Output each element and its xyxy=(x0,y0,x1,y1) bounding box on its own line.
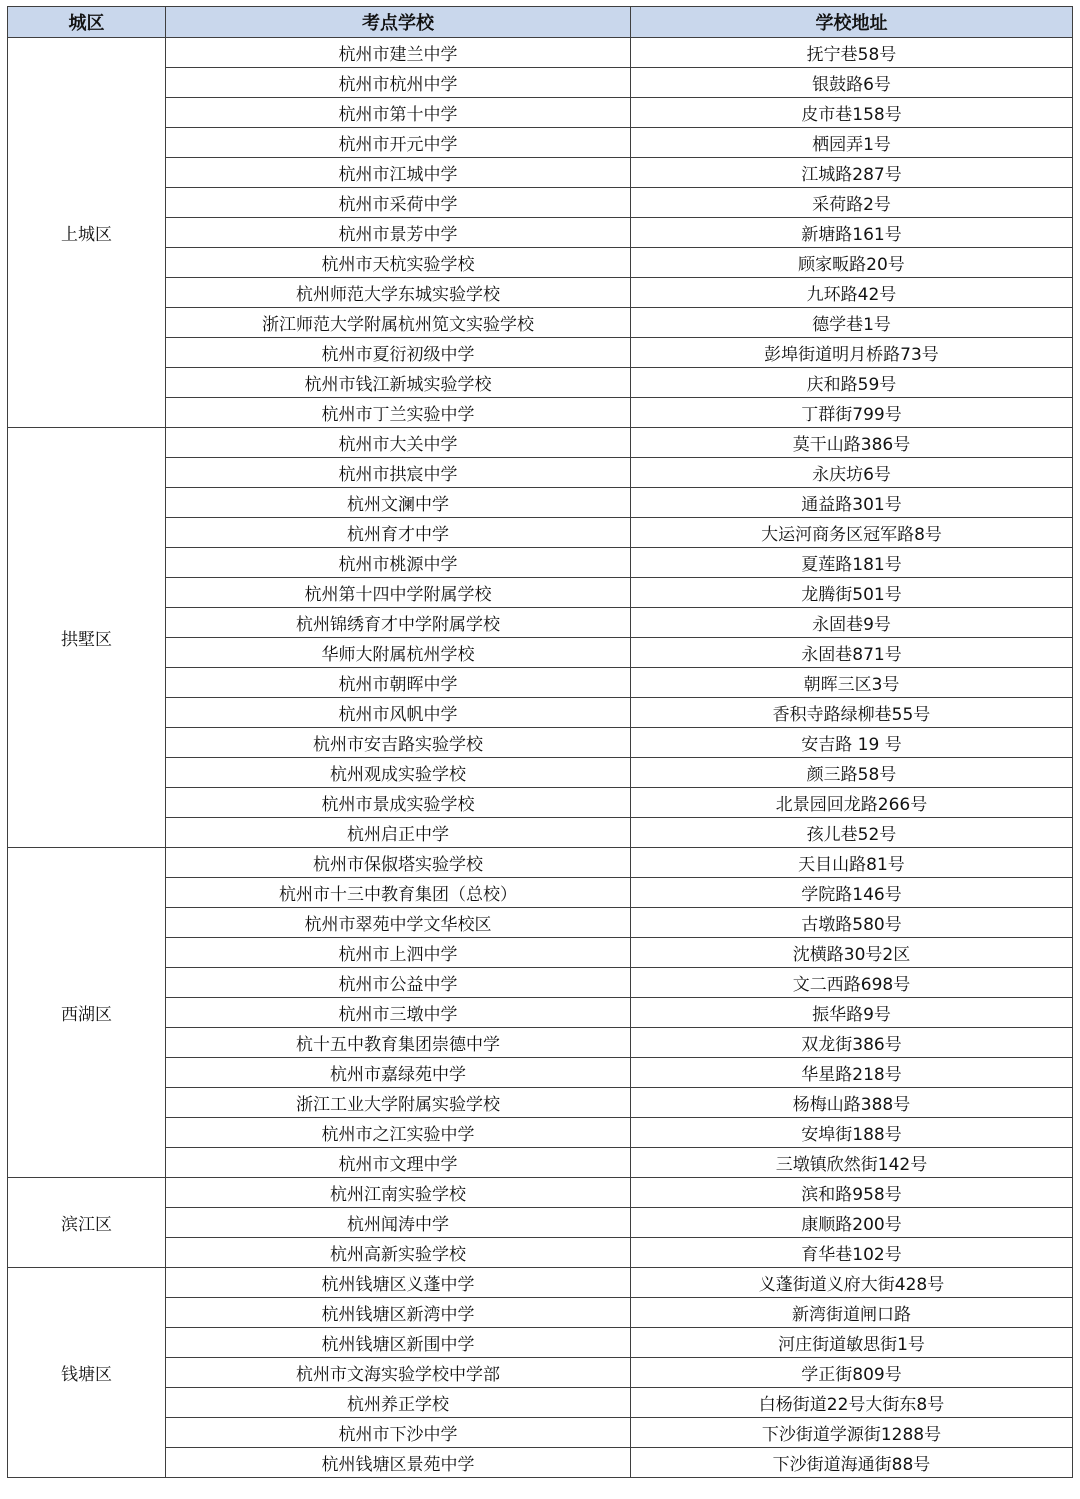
school-cell: 杭州育才中学 xyxy=(166,518,631,548)
address-cell: 莫干山路386号 xyxy=(631,428,1073,458)
table-row xyxy=(8,1028,1073,1058)
table-row xyxy=(8,818,1073,848)
school-cell: 杭州养正学校 xyxy=(166,1388,631,1418)
table-row xyxy=(8,1448,1073,1478)
school-cell: 杭州师范大学东城实验学校 xyxy=(166,278,631,308)
school-cell: 杭州江南实验学校 xyxy=(166,1178,631,1208)
address-cell: 夏莲路181号 xyxy=(631,548,1073,578)
table-row xyxy=(8,248,1073,278)
school-cell: 杭州文澜中学 xyxy=(166,488,631,518)
table-row xyxy=(8,518,1073,548)
school-cell: 杭州市建兰中学 xyxy=(166,38,631,68)
address-cell: 义蓬街道义府大街428号 xyxy=(631,1268,1073,1298)
header-school: 考点学校 xyxy=(166,7,631,38)
table-header-row xyxy=(8,7,1073,38)
address-cell: 抚宁巷58号 xyxy=(631,38,1073,68)
address-cell: 康顺路200号 xyxy=(631,1208,1073,1238)
table-row xyxy=(8,608,1073,638)
school-cell: 杭州钱塘区新围中学 xyxy=(166,1328,631,1358)
header-district: 城区 xyxy=(8,7,166,38)
table-row xyxy=(8,1328,1073,1358)
table-row xyxy=(8,1178,1073,1208)
school-cell: 杭州市开元中学 xyxy=(166,128,631,158)
table-row xyxy=(8,308,1073,338)
address-cell: 银鼓路6号 xyxy=(631,68,1073,98)
school-cell: 浙江工业大学附属实验学校 xyxy=(166,1088,631,1118)
address-cell: 安埠街188号 xyxy=(631,1118,1073,1148)
address-cell: 育华巷102号 xyxy=(631,1238,1073,1268)
school-cell: 杭州市翠苑中学文华校区 xyxy=(166,908,631,938)
table-row xyxy=(8,668,1073,698)
table-row xyxy=(8,38,1073,68)
school-cell: 杭州市夏衍初级中学 xyxy=(166,338,631,368)
school-cell: 杭州市景成实验学校 xyxy=(166,788,631,818)
school-cell: 杭州市钱江新城实验学校 xyxy=(166,368,631,398)
address-cell: 永固巷9号 xyxy=(631,608,1073,638)
school-cell: 杭州市保俶塔实验学校 xyxy=(166,848,631,878)
address-cell: 朝晖三区3号 xyxy=(631,668,1073,698)
school-cell: 杭州观成实验学校 xyxy=(166,758,631,788)
table-row xyxy=(8,128,1073,158)
table-row xyxy=(8,218,1073,248)
table-row xyxy=(8,278,1073,308)
table-row xyxy=(8,68,1073,98)
school-cell: 杭州锦绣育才中学附属学校 xyxy=(166,608,631,638)
address-cell: 华星路218号 xyxy=(631,1058,1073,1088)
address-cell: 滨和路958号 xyxy=(631,1178,1073,1208)
table-row xyxy=(8,488,1073,518)
district-cell: 滨江区 xyxy=(8,1178,166,1268)
address-cell: 孩儿巷52号 xyxy=(631,818,1073,848)
address-cell: 河庄街道敏思街1号 xyxy=(631,1328,1073,1358)
address-cell: 双龙街386号 xyxy=(631,1028,1073,1058)
school-cell: 杭州市江城中学 xyxy=(166,158,631,188)
school-cell: 杭州市朝晖中学 xyxy=(166,668,631,698)
school-cell: 杭州市安吉路实验学校 xyxy=(166,728,631,758)
table-row xyxy=(8,1358,1073,1388)
district-cell: 拱墅区 xyxy=(8,428,166,848)
table-row xyxy=(8,188,1073,218)
table-row xyxy=(8,548,1073,578)
address-cell: 北景园回龙路266号 xyxy=(631,788,1073,818)
table-row xyxy=(8,1418,1073,1448)
table-row xyxy=(8,428,1073,458)
address-cell: 通益路301号 xyxy=(631,488,1073,518)
table-row xyxy=(8,638,1073,668)
school-cell: 杭州市上泗中学 xyxy=(166,938,631,968)
address-cell: 天目山路81号 xyxy=(631,848,1073,878)
table-row xyxy=(8,398,1073,428)
header-address: 学校地址 xyxy=(631,7,1073,38)
address-cell: 学正街809号 xyxy=(631,1358,1073,1388)
table-row xyxy=(8,1238,1073,1268)
address-cell: 皮市巷158号 xyxy=(631,98,1073,128)
table-row xyxy=(8,458,1073,488)
school-cell: 杭州市风帆中学 xyxy=(166,698,631,728)
school-cell: 浙江师范大学附属杭州笕文实验学校 xyxy=(166,308,631,338)
address-cell: 顾家畈路20号 xyxy=(631,248,1073,278)
table-row xyxy=(8,758,1073,788)
address-cell: 新塘路161号 xyxy=(631,218,1073,248)
table-row xyxy=(8,1388,1073,1418)
school-cell: 杭州市公益中学 xyxy=(166,968,631,998)
table-row xyxy=(8,788,1073,818)
address-cell: 三墩镇欣然街142号 xyxy=(631,1148,1073,1178)
table-row xyxy=(8,1148,1073,1178)
district-cell: 钱塘区 xyxy=(8,1268,166,1478)
school-cell: 杭十五中教育集团崇德中学 xyxy=(166,1028,631,1058)
school-cell: 杭州钱塘区义蓬中学 xyxy=(166,1268,631,1298)
address-cell: 彭埠街道明月桥路73号 xyxy=(631,338,1073,368)
school-cell: 杭州市三墩中学 xyxy=(166,998,631,1028)
school-cell: 杭州市桃源中学 xyxy=(166,548,631,578)
address-cell: 栖园弄1号 xyxy=(631,128,1073,158)
address-cell: 文二西路698号 xyxy=(631,968,1073,998)
table-row xyxy=(8,1298,1073,1328)
school-cell: 杭州市下沙中学 xyxy=(166,1418,631,1448)
address-cell: 丁群街799号 xyxy=(631,398,1073,428)
school-cell: 杭州市十三中教育集团（总校） xyxy=(166,878,631,908)
school-cell: 杭州市拱宸中学 xyxy=(166,458,631,488)
address-cell: 下沙街道学源街1288号 xyxy=(631,1418,1073,1448)
table-row xyxy=(8,908,1073,938)
school-cell: 杭州市文海实验学校中学部 xyxy=(166,1358,631,1388)
school-cell: 杭州市之江实验中学 xyxy=(166,1118,631,1148)
table-body xyxy=(8,38,1073,1478)
school-cell: 杭州市嘉绿苑中学 xyxy=(166,1058,631,1088)
address-cell: 永固巷871号 xyxy=(631,638,1073,668)
table-row xyxy=(8,1058,1073,1088)
table-row xyxy=(8,98,1073,128)
school-cell: 杭州钱塘区新湾中学 xyxy=(166,1298,631,1328)
school-cell: 杭州闻涛中学 xyxy=(166,1208,631,1238)
table-row xyxy=(8,968,1073,998)
table-row xyxy=(8,158,1073,188)
table-row xyxy=(8,728,1073,758)
address-cell: 庆和路59号 xyxy=(631,368,1073,398)
school-cell: 华师大附属杭州学校 xyxy=(166,638,631,668)
address-cell: 新湾街道闸口路 xyxy=(631,1298,1073,1328)
exam-site-table xyxy=(7,6,1073,1478)
school-cell: 杭州钱塘区景苑中学 xyxy=(166,1448,631,1478)
address-cell: 大运河商务区冠军路8号 xyxy=(631,518,1073,548)
address-cell: 德学巷1号 xyxy=(631,308,1073,338)
table-row xyxy=(8,368,1073,398)
school-cell: 杭州市大关中学 xyxy=(166,428,631,458)
address-cell: 龙腾街501号 xyxy=(631,578,1073,608)
table-row xyxy=(8,1118,1073,1148)
address-cell: 安吉路 19 号 xyxy=(631,728,1073,758)
school-cell: 杭州市丁兰实验中学 xyxy=(166,398,631,428)
address-cell: 九环路42号 xyxy=(631,278,1073,308)
school-cell: 杭州市天杭实验学校 xyxy=(166,248,631,278)
school-cell: 杭州市景芳中学 xyxy=(166,218,631,248)
school-cell: 杭州第十四中学附属学校 xyxy=(166,578,631,608)
table-row xyxy=(8,1268,1073,1298)
school-cell: 杭州市杭州中学 xyxy=(166,68,631,98)
school-cell: 杭州市第十中学 xyxy=(166,98,631,128)
district-cell: 上城区 xyxy=(8,38,166,428)
address-cell: 香积寺路绿柳巷55号 xyxy=(631,698,1073,728)
table-row xyxy=(8,698,1073,728)
table-row xyxy=(8,1208,1073,1238)
address-cell: 学院路146号 xyxy=(631,878,1073,908)
address-cell: 江城路287号 xyxy=(631,158,1073,188)
address-cell: 古墩路580号 xyxy=(631,908,1073,938)
address-cell: 沈横路30号2区 xyxy=(631,938,1073,968)
address-cell: 杨梅山路388号 xyxy=(631,1088,1073,1118)
school-cell: 杭州启正中学 xyxy=(166,818,631,848)
school-cell: 杭州市文理中学 xyxy=(166,1148,631,1178)
table-row xyxy=(8,998,1073,1028)
district-cell: 西湖区 xyxy=(8,848,166,1178)
address-cell: 采荷路2号 xyxy=(631,188,1073,218)
address-cell: 永庆坊6号 xyxy=(631,458,1073,488)
address-cell: 振华路9号 xyxy=(631,998,1073,1028)
address-cell: 下沙街道海通街88号 xyxy=(631,1448,1073,1478)
address-cell: 白杨街道22号大街东8号 xyxy=(631,1388,1073,1418)
table-row xyxy=(8,338,1073,368)
exam-site-table-container xyxy=(7,6,1073,1478)
table-row xyxy=(8,878,1073,908)
table-row xyxy=(8,1088,1073,1118)
table-row xyxy=(8,578,1073,608)
school-cell: 杭州市采荷中学 xyxy=(166,188,631,218)
table-row xyxy=(8,938,1073,968)
table-row xyxy=(8,848,1073,878)
address-cell: 颜三路58号 xyxy=(631,758,1073,788)
school-cell: 杭州高新实验学校 xyxy=(166,1238,631,1268)
